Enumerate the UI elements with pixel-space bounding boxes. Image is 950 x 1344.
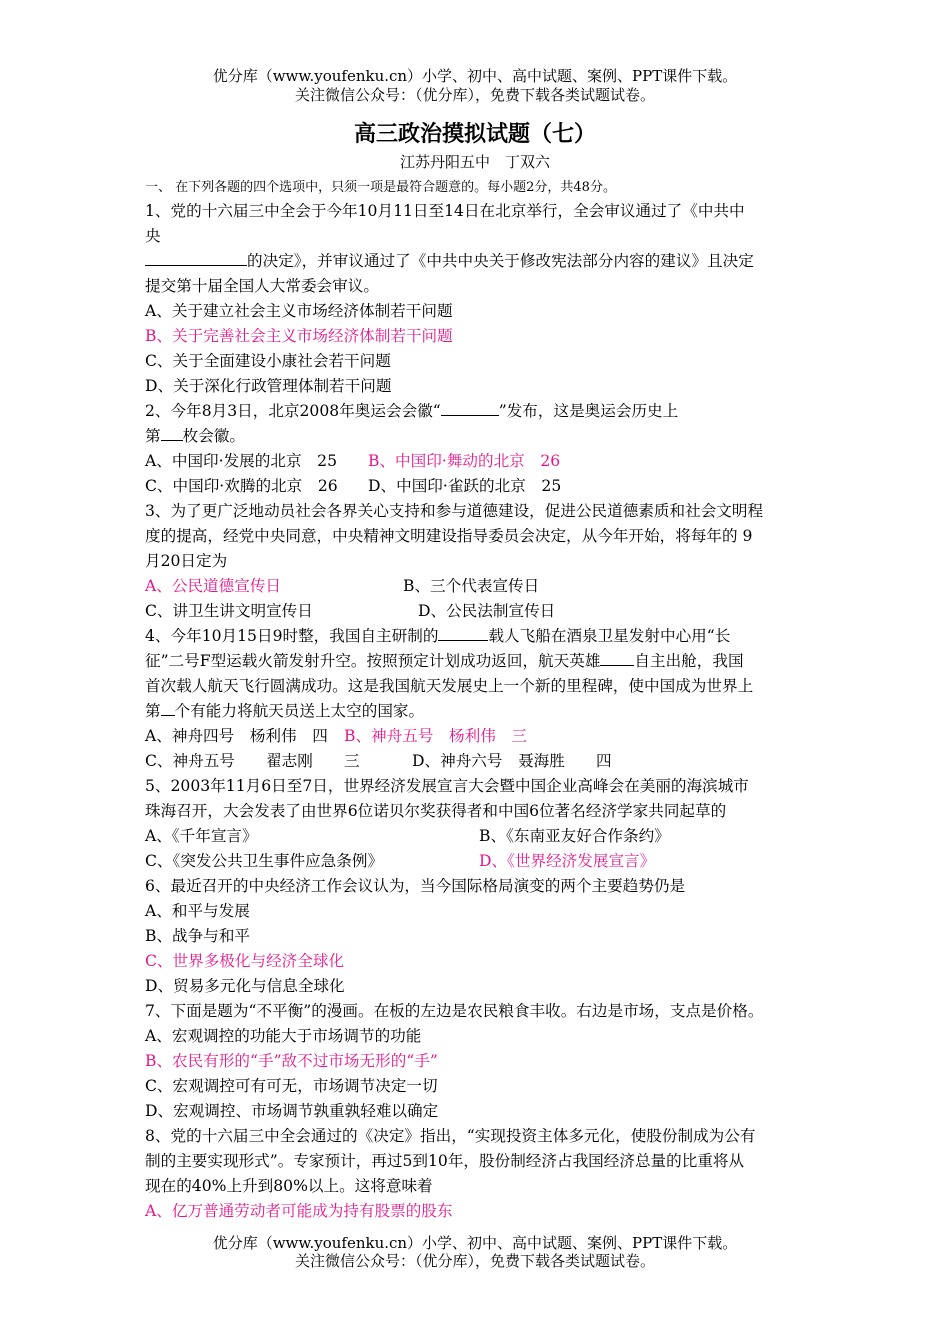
q6-option-a: A、和平与发展	[145, 902, 250, 920]
q5-stem-line-2: 珠海召开，大会发表了由世界6位诺贝尔奖获得者和中国6位著名经济学家共同起草的	[145, 802, 727, 820]
q1-option-d: D、关于深化行政管理体制若干问题	[145, 377, 392, 395]
q3-stem-line-1: 3、为了更广泛地动员社会各界关心支持和参与道德建设，促进公民道德素质和社会文明程	[145, 502, 764, 520]
q3-option-a-answer: A、公民道德宣传日	[145, 577, 282, 595]
q8-stem-line-3: 现在的40%上升到80%以上。这将意味着	[145, 1177, 433, 1195]
q5-stem-line-1: 5、2003年11月6日至7日，世界经济发展宣言大会暨中国企业高峰会在美丽的海滨城市	[145, 777, 749, 795]
q7-option-d: D、宏观调控、市场调节孰重孰轻难以确定	[145, 1102, 439, 1120]
q5-option-d-answer: D、《世界经济发展宣言》	[479, 852, 656, 870]
q4-option-c: C、神舟五号 翟志刚 三	[145, 752, 360, 770]
q8-stem-line-1: 8、党的十六届三中全会通过的《决定》指出，“实现投资主体多元化，使股份制成为公有	[145, 1127, 756, 1145]
q8-option-a-answer: A、亿万普通劳动者可能成为持有股票的股东	[145, 1202, 453, 1220]
q4-stem-line-3: 首次载人航天飞行圆满成功。这是我国航天发展史上一个新的里程碑，使中国成为世界上	[145, 677, 754, 695]
q7-option-a: A、宏观调控的功能大于市场调节的功能	[145, 1027, 422, 1045]
q2-stem-line-1: 2、今年8月3日，北京2008年奥运会会徽“ ”发布，这是奥运会历史上	[145, 402, 679, 420]
footer-line-2: 关注微信公众号：（优分库），免费下载各类试题试卷。	[294, 1252, 655, 1270]
author: 江苏丹阳五中 丁双六	[399, 153, 550, 171]
q2-option-d: D、中国印·雀跃的北京 25	[368, 477, 562, 495]
q6-option-b: B、战争与和平	[145, 927, 251, 945]
q7-option-c: C、宏观调控可有可无，市场调节决定一切	[145, 1077, 438, 1095]
q2-stem-line-2: 第 枚会徽。	[145, 427, 245, 445]
q5-option-c: C、《突发公共卫生事件应急条例》	[145, 852, 384, 870]
section-instruction: 一、 在下列各题的四个选项中，只须一项是最符合题意的。每小题2分，共48分。	[145, 180, 616, 195]
q6-option-c-answer: C、世界多极化与经济全球化	[145, 952, 345, 970]
q1-option-b-answer: B、关于完善社会主义市场经济体制若干问题	[145, 327, 453, 345]
footer-line-1: 优分库（www.youfenku.cn）小学、初中、高中试题、案例、PPT课件下载。	[212, 1234, 738, 1252]
q3-option-d: D、公民法制宣传日	[418, 602, 556, 620]
q5-option-a: A、《千年宣言》	[145, 827, 258, 845]
q8-stem-line-2: 制的主要实现形式”。专家预计，再过5到10年，股份制经济占我国经济总量的比重将从	[145, 1152, 745, 1170]
q3-option-c: C、讲卫生讲文明宣传日	[145, 602, 313, 620]
q6-option-d: D、贸易多元化与信息全球化	[145, 977, 345, 995]
q4-blank-1	[438, 625, 488, 641]
q3-option-b: B、三个代表宣传日	[403, 577, 540, 595]
q1-option-c: C、关于全面建设小康社会若干问题	[145, 352, 391, 370]
q1-stem-line-4: 提交第十届全国人大常委会审议。	[145, 277, 379, 295]
q7-option-b-answer: B、农民有形的“手”敌不过市场无形的“手”	[145, 1052, 438, 1070]
header-line-1: 优分库（www.youfenku.cn）小学、初中、高中试题、案例、PPT课件下载。	[212, 67, 738, 85]
q2-blank-2	[161, 425, 183, 441]
q2-option-b-answer: B、中国印·舞动的北京 26	[368, 452, 561, 470]
q1-stem-line-3: 的决定》，并审议通过了《中共中央关于修改宪法部分内容的建议》且决定	[145, 250, 754, 272]
q4-blank-3	[161, 700, 175, 716]
q4-stem-line-4: 第 个有能力将航天员送上太空的国家。	[145, 702, 425, 720]
q1-stem-line-1: 1、党的十六届三中全会于今年10月11日至14日在北京举行，全会审议通过了《中共中	[145, 202, 745, 220]
q2-blank-1	[441, 400, 499, 416]
q2-option-a: A、中国印·发展的北京 25	[145, 452, 337, 470]
q4-option-b-answer: B、神舟五号 杨利伟 三	[344, 727, 527, 745]
q3-stem-line-3: 月20日定为	[145, 552, 228, 570]
q2-option-c: C、中国印·欢腾的北京 26	[145, 477, 338, 495]
q1-option-a: A、关于建立社会主义市场经济体制若干问题	[145, 302, 453, 320]
q7-stem-line-1: 7、下面是题为“不平衡”的漫画。在板的左边是农民粮食丰收。右边是市场，支点是价格。	[145, 1002, 764, 1020]
q4-option-d: D、神舟六号 聂海胜 四	[412, 752, 612, 770]
q4-option-a: A、神舟四号 杨利伟 四	[145, 727, 328, 745]
q4-stem-line-1: 4、今年10月15日9时整，我国自主研制的 载人飞船在酒泉卫星发射中心用“长	[145, 627, 731, 645]
header-line-2: 关注微信公众号：（优分库），免费下载各类试题试卷。	[294, 86, 655, 104]
q3-stem-line-2: 度的提高，经党中央同意，中央精神文明建设指导委员会决定，从今年开始，将每年的 9	[145, 527, 753, 545]
q6-stem-line-1: 6、最近召开的中央经济工作会议认为，当今国际格局演变的两个主要趋势仍是	[145, 877, 686, 895]
page-title: 高三政治摸拟试题（七）	[353, 121, 596, 147]
q4-blank-2	[600, 650, 634, 666]
q1-blank	[145, 250, 247, 266]
q4-stem-line-2: 征”二号F型运载火箭发射升空。按照预定计划成功返回，航天英雄 自主出舱，我国	[145, 652, 744, 670]
q1-stem-line-2: 央	[145, 227, 161, 245]
q5-option-b: B、《东南亚友好合作条约》	[479, 827, 670, 845]
